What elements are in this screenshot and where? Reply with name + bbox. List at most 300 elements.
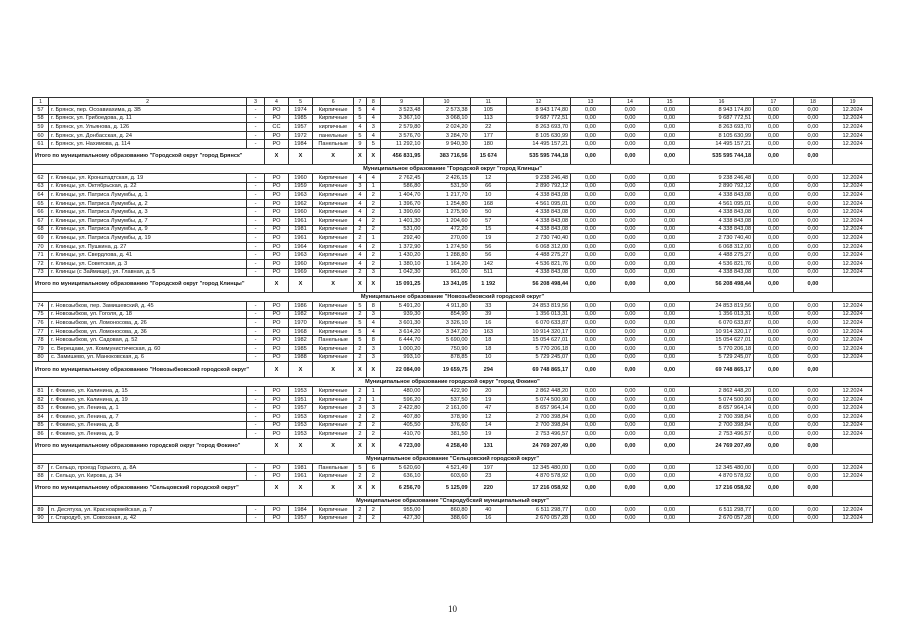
table-cell: Кирпичные — [313, 302, 354, 311]
column-number-cell: 4 — [265, 98, 289, 106]
subtotal-cell: 131 — [470, 438, 506, 454]
table-cell: 0,00 — [571, 413, 611, 422]
table-cell: 81 — [33, 387, 49, 396]
table-cell: 9 687 772,51 — [506, 114, 570, 123]
table-cell: Панельные — [313, 336, 354, 345]
column-number-cell: 7 — [353, 98, 366, 106]
table-cell: 4 561 095,01 — [506, 199, 570, 208]
table-cell: 0,00 — [610, 140, 650, 149]
table-cell: 0,00 — [793, 345, 833, 354]
table-cell: 0,00 — [793, 421, 833, 430]
table-cell: 1953 — [288, 421, 313, 430]
table-cell: 472,20 — [423, 225, 470, 234]
table-cell: РО — [265, 259, 289, 268]
table-cell: 12.2024 — [833, 430, 873, 439]
subtotal-cell: 0,00 — [793, 481, 833, 497]
table-cell: 0,00 — [650, 216, 690, 225]
table-cell: 142 — [470, 259, 506, 268]
table-cell: - — [247, 225, 265, 234]
table-cell: 1953 — [288, 387, 313, 396]
table-cell: 39 — [470, 310, 506, 319]
table-cell: РО — [265, 191, 289, 200]
table-cell: 8 263 693,70 — [506, 123, 570, 132]
table-cell: 12.2024 — [833, 123, 873, 132]
table-cell: 1 404,70 — [380, 191, 423, 200]
column-number-cell: 16 — [689, 98, 753, 106]
table-cell: 0,00 — [650, 140, 690, 149]
table-cell: 24 853 819,56 — [506, 302, 570, 311]
table-cell: г. Новозыбков, ул. Гоголя, д. 18 — [49, 310, 247, 319]
table-cell: 75 — [33, 310, 49, 319]
subtotal-label: Итого по муниципальному образованию "Городской округ "город Клинцы" — [33, 277, 265, 293]
table-cell: 0,00 — [571, 336, 611, 345]
column-number-cell: 8 — [366, 98, 380, 106]
table-cell: г. Клинцы, ул. Свердлова, д. 41 — [49, 251, 247, 260]
table-cell: 1 430,20 — [380, 251, 423, 260]
table-cell: РО — [265, 472, 289, 481]
table-cell: 0,00 — [793, 251, 833, 260]
table-cell: 0,00 — [610, 404, 650, 413]
table-cell: 0,00 — [793, 123, 833, 132]
column-number-cell: 13 — [571, 98, 611, 106]
subtotal-cell: 24 769 207,49 — [689, 438, 753, 454]
table-cell: 1953 — [288, 413, 313, 422]
subtotal-cell: Х — [288, 362, 313, 378]
subtotal-cell: 0,00 — [650, 438, 690, 454]
table-cell: 0,00 — [610, 413, 650, 422]
table-cell: 0,00 — [571, 302, 611, 311]
table-cell: Кирпичные — [313, 395, 354, 404]
table-cell: 2 — [353, 413, 366, 422]
table-cell: 4 — [366, 114, 380, 123]
table-cell: РО — [265, 199, 289, 208]
table-cell: 1 164,20 — [423, 259, 470, 268]
subtotal-label: Итого по муниципальному образованию "Городской округ "город Брянск" — [33, 148, 265, 164]
table-cell: 1 — [366, 234, 380, 243]
table-cell: 0,00 — [610, 131, 650, 140]
table-cell: 2 — [353, 387, 366, 396]
table-cell: 0,00 — [650, 242, 690, 251]
table-cell: 0,00 — [610, 123, 650, 132]
table-cell: 15 054 627,01 — [689, 336, 753, 345]
column-number-cell: 12 — [506, 98, 570, 106]
table-cell: - — [247, 387, 265, 396]
table-cell: РО — [265, 216, 289, 225]
table-cell: 1961 — [288, 216, 313, 225]
table-cell: 63 — [33, 182, 49, 191]
table-cell: РО — [265, 242, 289, 251]
table-cell: - — [247, 182, 265, 191]
table-cell: 2 753 496,57 — [689, 430, 753, 439]
table-cell: 0,00 — [571, 199, 611, 208]
table-cell: г. Брянск, ул. Грибоедова, д. 11 — [49, 114, 247, 123]
table-row — [33, 259, 873, 268]
table-cell: 4 870 578,92 — [689, 472, 753, 481]
table-cell: РО — [265, 310, 289, 319]
table-cell: - — [247, 199, 265, 208]
table-cell: 14 — [470, 421, 506, 430]
table-cell: 2 — [353, 345, 366, 354]
table-cell: 2 730 740,40 — [506, 234, 570, 243]
subtotal-cell: Х — [265, 277, 289, 293]
table-cell: 0,00 — [793, 463, 833, 472]
table-cell: РО — [265, 395, 289, 404]
table-cell: 56 — [470, 251, 506, 260]
table-cell: 12 345 480,00 — [506, 463, 570, 472]
subtotal-cell: Х — [353, 277, 366, 293]
table-cell: 1960 — [288, 259, 313, 268]
table-cell: 3 614,20 — [380, 327, 423, 336]
table-row — [33, 404, 873, 413]
table-cell: 4 — [366, 173, 380, 182]
subtotal-cell: 4 723,00 — [380, 438, 423, 454]
subtotal-cell — [833, 362, 873, 378]
table-cell: 1960 — [288, 173, 313, 182]
table-cell: 0,00 — [610, 208, 650, 217]
table-cell: 76 — [33, 319, 49, 328]
table-cell: 5 729 245,07 — [506, 353, 570, 362]
table-cell: 5 074 500,90 — [506, 395, 570, 404]
table-cell: 0,00 — [571, 216, 611, 225]
register-sheet — [32, 97, 873, 523]
table-cell: 12.2024 — [833, 173, 873, 182]
table-cell: 2 — [353, 225, 366, 234]
table-cell: 4 — [366, 319, 380, 328]
table-cell: г. Клинцы, ул. Патриса Лумумбы, д. 1 — [49, 191, 247, 200]
subtotal-cell: 0,00 — [793, 362, 833, 378]
column-number-cell: 1 — [33, 98, 49, 106]
table-cell: 0,00 — [754, 114, 794, 123]
table-cell: г. Клинцы, ул. Пушкина, д. 27 — [49, 242, 247, 251]
table-cell: 4 521,49 — [423, 463, 470, 472]
table-cell: 381,50 — [423, 430, 470, 439]
subtotal-cell: 220 — [470, 481, 506, 497]
table-cell: 537,50 — [423, 395, 470, 404]
table-cell: 0,00 — [793, 387, 833, 396]
table-cell: 0,00 — [650, 404, 690, 413]
table-cell: 0,00 — [650, 259, 690, 268]
table-cell: 89 — [33, 506, 49, 515]
table-cell: - — [247, 345, 265, 354]
table-cell: Кирпичные — [313, 216, 354, 225]
table-cell: 0,00 — [754, 514, 794, 523]
subtotal-cell: Х — [265, 148, 289, 164]
table-cell: 2 890 792,12 — [506, 182, 570, 191]
table-cell: 0,00 — [754, 310, 794, 319]
table-cell: 12.2024 — [833, 114, 873, 123]
table-cell: 10 914 320,17 — [506, 327, 570, 336]
table-cell: 3 523,48 — [380, 106, 423, 115]
table-cell: 4 — [353, 251, 366, 260]
table-cell: РО — [265, 319, 289, 328]
table-cell: 1 042,30 — [380, 268, 423, 277]
table-cell: 2 670 057,28 — [506, 514, 570, 523]
subtotal-row — [33, 438, 873, 454]
table-cell: Кирпичные — [313, 173, 354, 182]
table-cell: 1982 — [288, 336, 313, 345]
table-cell: 12.2024 — [833, 251, 873, 260]
table-cell: 2 — [353, 421, 366, 430]
subtotal-cell: 19 659,75 — [423, 362, 470, 378]
table-cell: Кирпичные — [313, 199, 354, 208]
table-cell: - — [247, 251, 265, 260]
subtotal-cell — [833, 148, 873, 164]
table-cell: г. Клинцы, ул. Октябрьская, д. 22 — [49, 182, 247, 191]
table-cell: Кирпичные — [313, 353, 354, 362]
table-cell: 0,00 — [610, 199, 650, 208]
table-cell: 376,60 — [423, 421, 470, 430]
table-cell: 0,00 — [754, 259, 794, 268]
table-cell: 0,00 — [754, 463, 794, 472]
subtotal-cell: 17 216 058,92 — [506, 481, 570, 497]
table-cell: 5 — [353, 302, 366, 311]
table-cell: 12 — [470, 173, 506, 182]
section-title: Муниципальное образование городской округ "город Фокино" — [33, 378, 873, 387]
table-cell: 2 — [366, 413, 380, 422]
table-cell: РО — [265, 208, 289, 217]
table-cell: 87 — [33, 463, 49, 472]
table-cell: 3 367,10 — [380, 114, 423, 123]
table-cell: 4 — [353, 199, 366, 208]
subtotal-cell: 4 258,40 — [423, 438, 470, 454]
table-cell: 4 338 843,08 — [689, 225, 753, 234]
table-cell: 12.2024 — [833, 327, 873, 336]
subtotal-cell: 456 831,95 — [380, 148, 423, 164]
table-cell: РО — [265, 251, 289, 260]
table-cell: 12.2024 — [833, 345, 873, 354]
table-cell: 77 — [33, 327, 49, 336]
table-cell: 0,00 — [571, 472, 611, 481]
table-cell: 9 940,30 — [423, 140, 470, 149]
table-cell: 0,00 — [571, 345, 611, 354]
table-cell: 860,80 — [423, 506, 470, 515]
subtotal-row — [33, 481, 873, 497]
table-cell: - — [247, 472, 265, 481]
table-cell: 12.2024 — [833, 302, 873, 311]
table-cell: 596,20 — [380, 395, 423, 404]
table-cell: 4 561 095,01 — [689, 199, 753, 208]
table-cell: 57 — [33, 106, 49, 115]
table-cell: 0,00 — [610, 430, 650, 439]
subtotal-label: Итого по муниципальному образованию "Сельцовский городской округ" — [33, 481, 265, 497]
table-cell: 0,00 — [571, 310, 611, 319]
table-cell: 8 105 630,99 — [689, 131, 753, 140]
subtotal-cell: 15 091,25 — [380, 277, 423, 293]
table-cell: 12.2024 — [833, 191, 873, 200]
table-cell: - — [247, 131, 265, 140]
section-title: Муниципальное образование "Сельцовский городской округ" — [33, 454, 873, 463]
subtotal-cell: 0,00 — [650, 362, 690, 378]
subtotal-cell: 0,00 — [754, 438, 794, 454]
table-cell: 0,00 — [610, 310, 650, 319]
table-cell: 0,00 — [754, 225, 794, 234]
table-cell: 12.2024 — [833, 421, 873, 430]
subtotal-label: Итого по муниципальному образованию городской округ "город Фокино" — [33, 438, 265, 454]
table-cell: - — [247, 353, 265, 362]
table-cell: РО — [265, 106, 289, 115]
table-cell: - — [247, 421, 265, 430]
subtotal-cell: 0,00 — [754, 277, 794, 293]
table-cell: Кирпичные — [313, 327, 354, 336]
subtotal-cell: Х — [366, 362, 380, 378]
table-cell: 1953 — [288, 430, 313, 439]
table-cell: г. Новозыбков, ул. Ломоносова, д. 36 — [49, 327, 247, 336]
table-cell: 12.2024 — [833, 353, 873, 362]
subtotal-cell: 0,00 — [571, 362, 611, 378]
table-cell: 0,00 — [571, 506, 611, 515]
table-cell: 62 — [33, 173, 49, 182]
table-cell: 1 390,60 — [380, 208, 423, 217]
table-cell: 2 700 398,84 — [506, 421, 570, 430]
table-cell: 3 601,30 — [380, 319, 423, 328]
table-cell: 292,40 — [380, 234, 423, 243]
table-cell: 0,00 — [793, 353, 833, 362]
table-cell: - — [247, 114, 265, 123]
table-cell: Кирпичные — [313, 242, 354, 251]
table-row — [33, 106, 873, 115]
table-cell: 70 — [33, 242, 49, 251]
table-cell: 0,00 — [754, 131, 794, 140]
table-cell: РО — [265, 421, 289, 430]
table-cell: - — [247, 506, 265, 515]
table-cell: 0,00 — [650, 472, 690, 481]
subtotal-cell: 6 256,70 — [380, 481, 423, 497]
table-cell: 0,00 — [754, 387, 794, 396]
table-cell: 1957 — [288, 404, 313, 413]
table-cell: 0,00 — [793, 259, 833, 268]
table-cell: РО — [265, 268, 289, 277]
table-cell: 993,10 — [380, 353, 423, 362]
table-row — [33, 310, 873, 319]
table-cell: 0,00 — [754, 123, 794, 132]
table-cell: 20 — [470, 387, 506, 396]
table-cell: 12.2024 — [833, 395, 873, 404]
table-cell: 10 — [470, 353, 506, 362]
subtotal-cell: Х — [288, 277, 313, 293]
table-cell: г. Клинцы, ул. Советская, д. 3 — [49, 259, 247, 268]
subtotal-cell: 0,00 — [650, 277, 690, 293]
table-cell: 5 — [353, 106, 366, 115]
table-cell: 0,00 — [754, 345, 794, 354]
table-cell: Кирпичные — [313, 225, 354, 234]
table-cell: 0,00 — [754, 472, 794, 481]
table-row — [33, 514, 873, 523]
subtotal-cell: Х — [265, 481, 289, 497]
table-cell: 72 — [33, 259, 49, 268]
table-cell: 15 054 627,01 — [506, 336, 570, 345]
subtotal-cell: 294 — [470, 362, 506, 378]
table-cell: 3 — [366, 123, 380, 132]
table-cell: РО — [265, 353, 289, 362]
table-cell: 0,00 — [610, 182, 650, 191]
table-cell: 1963 — [288, 191, 313, 200]
table-cell: 18 — [470, 336, 506, 345]
subtotal-cell: Х — [353, 481, 366, 497]
table-cell: 0,00 — [650, 310, 690, 319]
table-cell: 2 — [366, 259, 380, 268]
table-cell: с. Верещаки, ул. Коммунистическая, д. 60 — [49, 345, 247, 354]
subtotal-row — [33, 277, 873, 293]
table-cell: 0,00 — [793, 182, 833, 191]
table-cell: 12.2024 — [833, 472, 873, 481]
table-cell: 2 700 398,84 — [506, 413, 570, 422]
table-cell: 0,00 — [610, 387, 650, 396]
table-cell: 2 762,45 — [380, 173, 423, 182]
subtotal-cell: 17 216 058,92 — [689, 481, 753, 497]
table-cell: 2 426,15 — [423, 173, 470, 182]
table-cell: РО — [265, 114, 289, 123]
table-cell: 0,00 — [571, 242, 611, 251]
table-cell: 2 — [366, 216, 380, 225]
table-cell: - — [247, 463, 265, 472]
table-row — [33, 302, 873, 311]
table-cell: 0,00 — [571, 191, 611, 200]
table-cell: 955,00 — [380, 506, 423, 515]
table-cell: 1 275,90 — [423, 208, 470, 217]
table-cell: 4 — [353, 123, 366, 132]
table-cell: 68 — [33, 225, 49, 234]
table-cell: 4 — [353, 259, 366, 268]
table-cell: 2 862 448,20 — [506, 387, 570, 396]
table-cell: 4 338 843,08 — [689, 208, 753, 217]
table-cell: 6 511 298,77 — [506, 506, 570, 515]
table-cell: 6 068 312,00 — [689, 242, 753, 251]
table-cell: 5 620,60 — [380, 463, 423, 472]
table-cell: 2 — [353, 472, 366, 481]
table-cell: 180 — [470, 140, 506, 149]
table-row — [33, 327, 873, 336]
table-cell: 0,00 — [610, 319, 650, 328]
table-cell: Кирпичные — [313, 208, 354, 217]
table-cell: РО — [265, 413, 289, 422]
table-cell: СС — [265, 123, 289, 132]
table-cell: 0,00 — [793, 268, 833, 277]
table-cell: 12.2024 — [833, 268, 873, 277]
subtotal-cell: Х — [288, 148, 313, 164]
table-cell: 0,00 — [610, 106, 650, 115]
table-cell: 19 — [470, 395, 506, 404]
table-cell: 12.2024 — [833, 106, 873, 115]
section-title: Муниципальное образование "Новозыбковский городской округ" — [33, 293, 873, 302]
subtotal-cell: 13 341,05 — [423, 277, 470, 293]
table-cell: 5 — [353, 319, 366, 328]
table-cell: 0,00 — [754, 208, 794, 217]
subtotal-cell: Х — [366, 148, 380, 164]
table-cell: 19 — [470, 234, 506, 243]
table-cell: 0,00 — [610, 302, 650, 311]
table-cell: 410,70 — [380, 430, 423, 439]
table-cell: 0,00 — [610, 216, 650, 225]
table-cell: 422,90 — [423, 387, 470, 396]
table-cell: 0,00 — [571, 395, 611, 404]
table-cell: 113 — [470, 114, 506, 123]
table-cell: г. Фокино, ул. Ленина, д. 1 — [49, 404, 247, 413]
table-cell: 270,00 — [423, 234, 470, 243]
subtotal-cell: 69 748 865,17 — [506, 362, 570, 378]
table-cell: 2 — [366, 514, 380, 523]
table-cell: 1984 — [288, 506, 313, 515]
table-cell: - — [247, 242, 265, 251]
table-cell: РО — [265, 182, 289, 191]
table-cell: 12.2024 — [833, 182, 873, 191]
table-cell: 0,00 — [571, 463, 611, 472]
table-cell: 0,00 — [793, 242, 833, 251]
subtotal-cell: 15 674 — [470, 148, 506, 164]
table-cell: г. Клинцы, ул. Патриса Лумумбы, д. 2 — [49, 199, 247, 208]
table-cell: 3 326,10 — [423, 319, 470, 328]
subtotal-cell: 0,00 — [793, 438, 833, 454]
table-row — [33, 242, 873, 251]
